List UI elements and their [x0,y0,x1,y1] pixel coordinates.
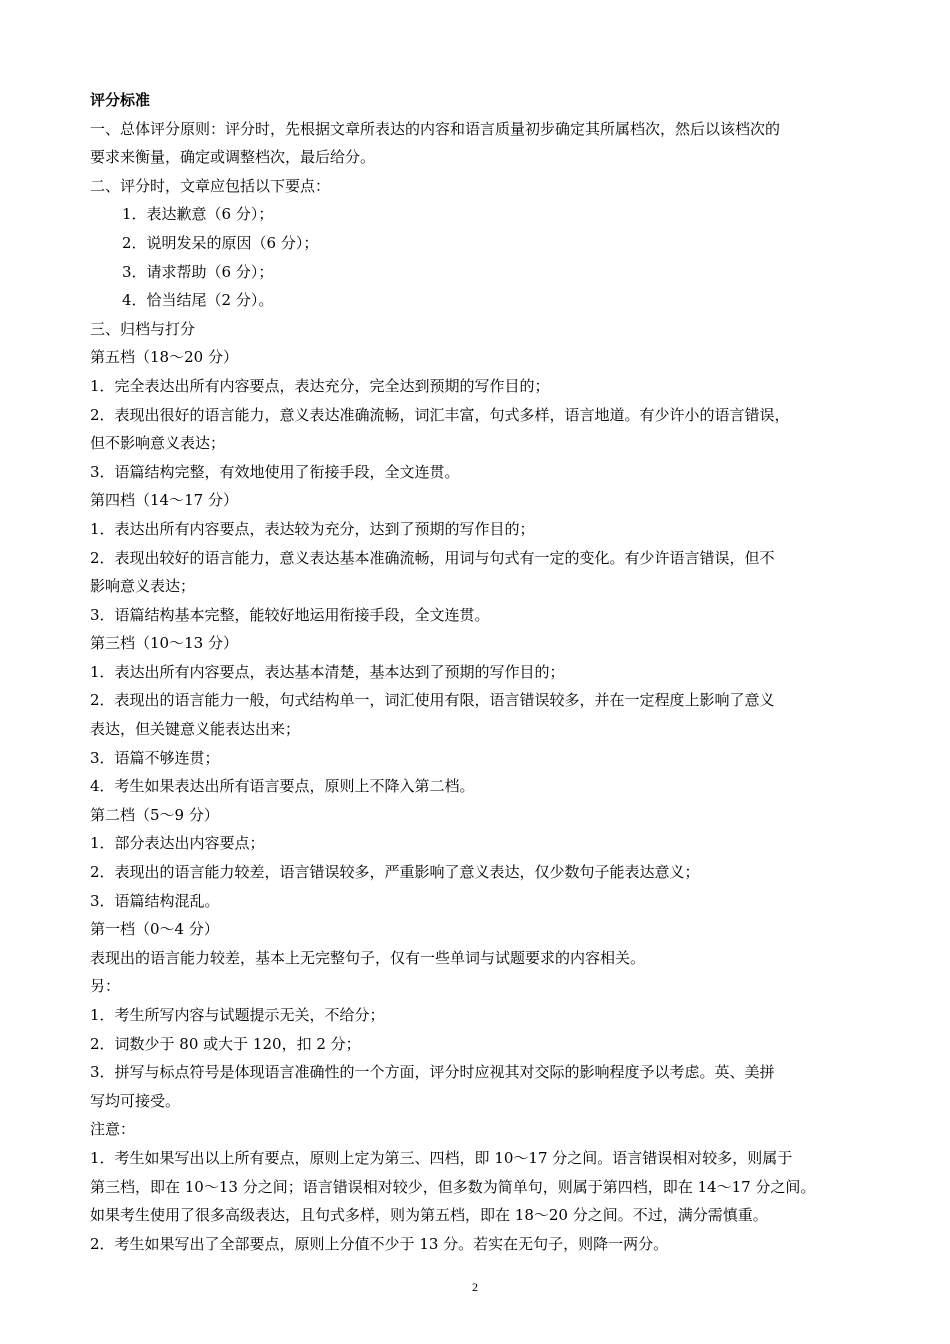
text-line: 要求来衡量，确定或调整档次，最后给分。 [90,148,376,167]
text-line: 但不影响意义表达； [90,434,226,453]
grade-heading: 第三档（10～13 分） [90,634,238,653]
text-line: 2．表现出较好的语言能力，意义表达基本准确流畅，用词与句式有一定的变化。有少许语言错误，但不 [90,548,775,567]
text-line: 1．考生所写内容与试题提示无关，不给分； [90,1006,385,1024]
text-line: 3．拼写与标点符号是体现语言准确性的一个方面，评分时应视其对交际的影响程度予以考虑。英、美拼 [90,1063,775,1082]
text-line: 1．表达出所有内容要点，表达较为充分，达到了预期的写作目的； [90,519,535,538]
text-line: 表现出的语言能力较差，基本上无完整句子，仅有一些单词与试题要求的内容相关。 [90,948,646,967]
text-line: 3．语篇结构混乱。 [90,891,220,910]
text-line: 影响意义表达； [90,577,196,596]
key-point-item: 2．说明发呆的原因（6 分）； [122,233,319,252]
text-line: 3．语篇不够连贯； [90,748,220,767]
text-line: 1．考生如果写出以上所有要点，原则上定为第三、四档，即 10～17 分之间。语言错误相对较多，则属于 [90,1148,793,1167]
text-line: 3．语篇结构基本完整，能较好地运用衔接手段，全文连贯。 [90,605,490,624]
page-title: 评分标准 [90,91,151,109]
grade-heading: 第四档（14～17 分） [90,491,238,510]
text-line: 第三档，即在 10～13 分之间；语言错误相对较少，但多数为简单句，则属于第四档，即在 14～17 分之间。 [90,1177,816,1196]
section-heading: 注意： [90,1120,136,1139]
text-line: 2．考生如果写出了全部要点，原则上分值不少于 13 分。若实在无句子，则降一两分。 [90,1234,669,1253]
text-line: 表达，但关键意义能表达出来； [90,720,301,739]
text-line: 3．语篇结构完整，有效地使用了衔接手段，全文连贯。 [90,462,460,481]
text-line: 如果考生使用了很多高级表达，且句式多样，则为第五档，即在 18～20 分之间。不过，满分需慎重。 [90,1206,768,1225]
text-line: 2．词数少于 80 或大于 120，扣 2 分； [90,1034,361,1053]
grade-heading: 第二档（5～9 分） [90,805,219,824]
document-body [90,115,865,1259]
section-heading: 另： [90,977,121,996]
grade-heading: 第一档（0～4 分） [90,920,219,939]
text-line: 写均可接受。 [90,1091,181,1110]
text-line: 一、总体评分原则：评分时，先根据文章所表达的内容和语言质量初步确定其所属档次，然后以该档次的 [90,119,781,138]
grade-heading: 第五档（18～20 分） [90,348,238,367]
text-line: 2．表现出的语言能力一般，句式结构单一，词汇使用有限，语言错误较多，并在一定程度上影响了意义 [90,691,775,710]
key-point-item: 1．表达歉意（6 分）； [122,205,274,224]
text-line: 1．表达出所有内容要点，表达基本清楚，基本达到了预期的写作目的； [90,662,565,681]
text-line: 4．考生如果表达出所有语言要点，原则上不降入第二档。 [90,777,475,796]
key-point-item: 4．恰当结尾（2 分）。 [122,291,274,310]
key-point-item: 3．请求帮助（6 分）； [122,262,274,281]
text-line: 2．表现出的语言能力较差，语言错误较多，严重影响了意义表达，仅少数句子能表达意义； [90,863,700,882]
text-line: 二、评分时，文章应包括以下要点： [90,176,331,195]
text-line: 2．表现出很好的语言能力，意义表达准确流畅，词汇丰富，句式多样，语言地道。有少许小的语言错误， [90,405,790,424]
page-number: 2 [472,1280,478,1294]
text-line: 1．完全表达出所有内容要点，表达充分，完全达到预期的写作目的； [90,376,550,395]
document-page [90,86,865,1258]
text-line: 1．部分表达出内容要点； [90,834,265,853]
section-heading: 三、归档与打分 [90,319,196,338]
